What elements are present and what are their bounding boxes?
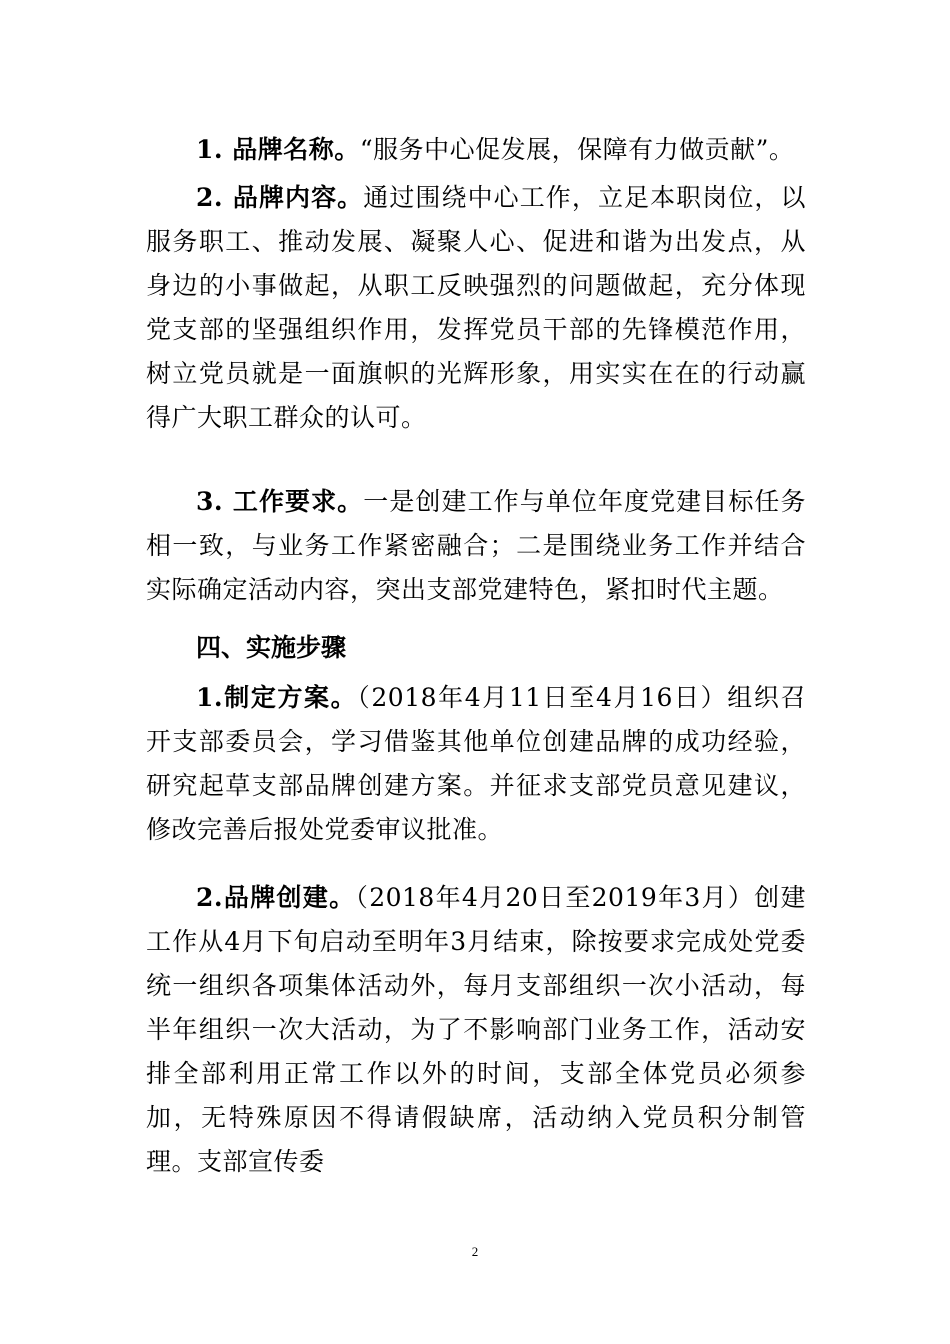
step-lead: 2.品牌创建。 (196, 883, 356, 912)
paragraph-brand-name (146, 128, 806, 172)
paragraph-text: 一是创建工作与单位年度党建目标任务相一致，与业务工作紧密融合；二是围绕业务工作并结合实际确定活动内容，突出支部党建特色，紧扣时代主题。 (146, 487, 806, 604)
step-text: （2018年4月20日至2019年3月）创建工作从4月下旬启动至明年3月结束，除按要求完成处党委统一组织各项集体活动外，每月支部组织一次小活动，每半年组织一次大活动，为了不影响部门业务工作，活动安排全部利用正常工作以外的时间，支部全体党员必须参加，无特殊原因不得请假缺席，活动纳入党员积分制管理。支部宣传委 (146, 883, 806, 1176)
paragraph-brand-content (146, 176, 806, 440)
paragraph-lead: 3. 工作要求。 (196, 487, 364, 516)
paragraph-lead: 1. 品牌名称。 (196, 135, 360, 164)
paragraph-work-requirements (146, 480, 806, 612)
paragraph-lead: 2. 品牌内容。 (196, 183, 364, 212)
step-make-plan (146, 676, 806, 852)
section-heading: 四、实施步骤 (196, 633, 347, 662)
paragraph-text: “服务中心促发展，保障有力做贡献”。 (359, 135, 795, 164)
step-brand-creation (146, 876, 806, 1184)
step-text: （2018年4月11日至4月16日）组织召开支部委员会，学习借鉴其他单位创建品牌的成功经验，研究起草支部品牌创建方案。并征求支部党员意见建议，修改完善后报处党委审议批准。 (146, 683, 806, 844)
step-lead: 1.制定方案。 (196, 683, 358, 712)
paragraph-text: 通过围绕中心工作，立足本职岗位，以服务职工、推动发展、凝聚人心、促进和谐为出发点，从身边的小事做起，从职工反映强烈的问题做起，充分体现党支部的坚强组织作用，发挥党员干部的先锋模范作用，树立党员就是一面旗帜的光辉形象，用实实在在的行动赢得广大职工群众的认可。 (146, 183, 806, 432)
page-number: 2 (471, 1244, 479, 1259)
